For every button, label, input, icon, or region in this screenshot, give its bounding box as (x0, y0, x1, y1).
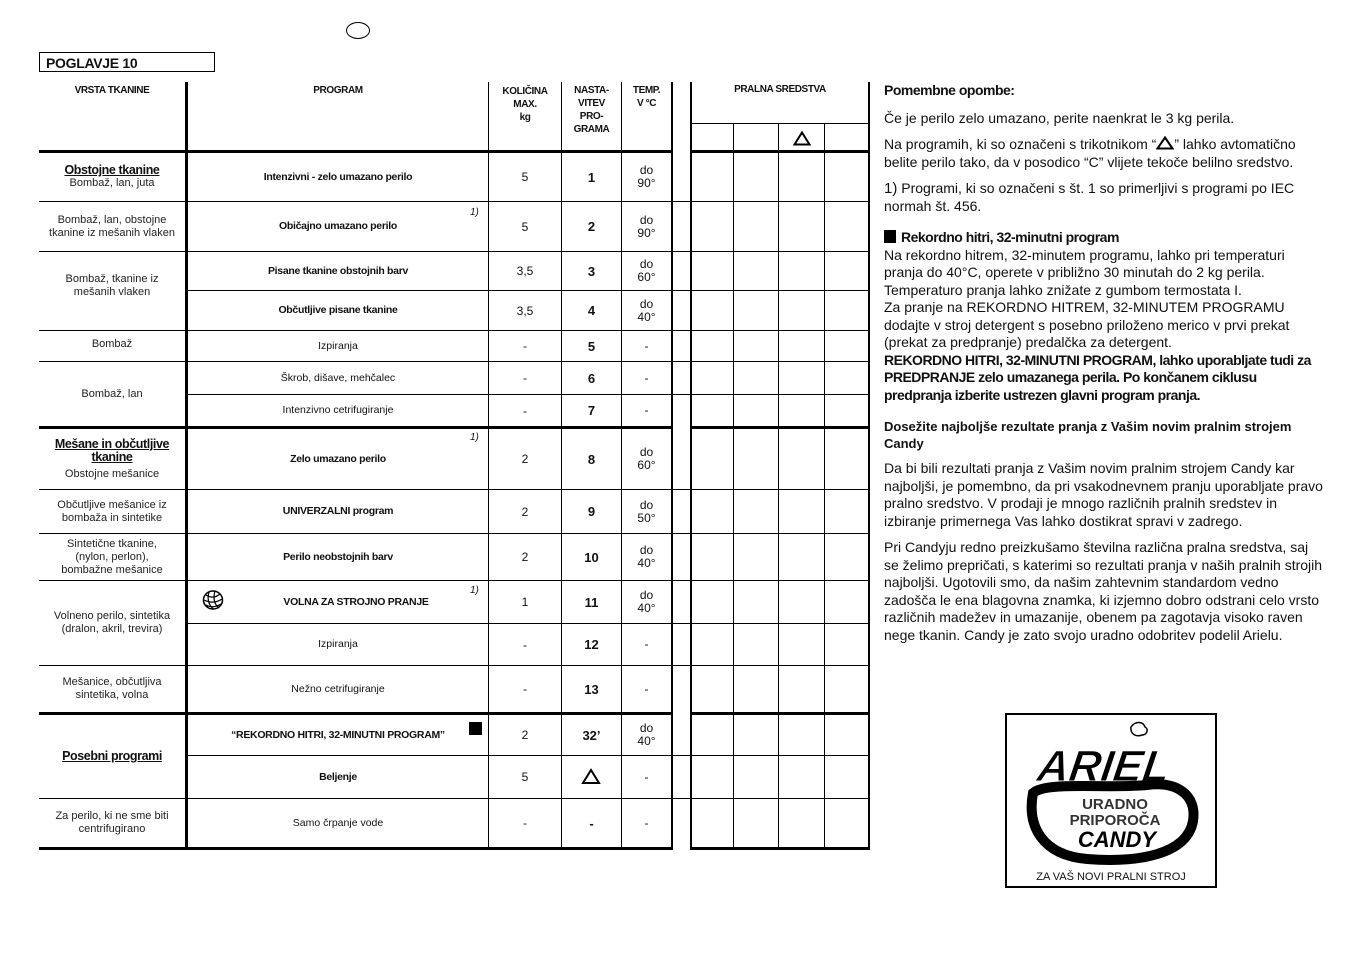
program-name: Nežno cetrifugiranje (291, 682, 385, 695)
fabric-group-mixed: Mešane in občutljive tkanine Obstojne mešanice (54, 436, 170, 480)
header-program: PROGRAM (313, 84, 363, 96)
max-load: 3,5 (516, 264, 534, 278)
notes-paragraph: 1) Programi, ki so označeni s št. 1 so primerljivi s programi po IEC normah št. 456. (884, 180, 1295, 214)
header-setting: NASTA- VITEV PRO- GRAMA (573, 85, 610, 135)
program-name: Občutljive pisane tkanine (278, 304, 398, 316)
program-name: Običajno umazano perilo (279, 220, 397, 232)
program-name: Intenzivni - zelo umazano perilo (263, 170, 413, 183)
max-load: 5 (521, 770, 529, 784)
program-number: 11 (584, 594, 599, 610)
temperature: do 90° (637, 212, 656, 240)
program-number: 10 (584, 549, 599, 565)
fabric-label: Za perilo, ki ne sme biti centrifugirano (55, 810, 169, 835)
max-load: 5 (521, 170, 529, 184)
notes-paragraph: Da bi bili rezultati pranja z Vašim novim pralnim strojem Candy kar najboljši, je pomembno, da pri vsakodnevnem pranju uporabljate pravo pralno sredstvo. V prodaji je mnogo različnih pralnih sredstev in izbiranje primernega Vas lahko dostikrat spravi v zadrego. (884, 460, 1323, 529)
fabric-label: Bombaž, tkanine iz mešanih vlaken (65, 273, 159, 298)
temperature: - (644, 338, 649, 353)
temperature: do 40° (637, 721, 656, 748)
temperature: do 60° (637, 445, 656, 472)
temperature: do 50° (637, 497, 656, 525)
program-number: 5 (587, 338, 596, 354)
program-name: Zelo umazano perilo (290, 452, 386, 465)
notes-paragraph: Pri Candyju redno preizkušamo številna različna pralna sredstva, saj se želimo prepričati, s katerimi so rezultati pranja v naših pralnih strojih najboljši. Ugotovili smo, da našim zahtevnim standardom vedno zadošča le ena blagovna znamka, ki izjemno dobro odstrani celo vrsto različnih madežev in umazanije, obenem pa zagotavja visoko raven nege tkanin. Candy je zato svojo uradno odobritev podelil Arielu. (884, 539, 1323, 643)
program-number: 8 (587, 451, 596, 467)
max-load: - (523, 371, 527, 385)
temperature: - (644, 681, 649, 696)
program-name: Izpiranja (318, 339, 358, 352)
fabric-label: Sintetične tkanine, (nylon, perlon), bombažne mešanice (61, 537, 163, 576)
program-name: Perilo neobstojnih barv (283, 550, 393, 563)
square-icon (884, 230, 896, 243)
temperature: - (644, 637, 649, 651)
max-load: 2 (521, 452, 529, 466)
notes-panel (884, 82, 1324, 653)
header-temp: TEMP. V °C (632, 85, 661, 109)
triangle-icon (581, 768, 601, 790)
fabric-label: Občutljive mešanice iz bombaža in sintetike (57, 498, 167, 524)
program-number: 3 (587, 263, 596, 279)
program-name: “REKORDNO HITRI, 32-MINUTNI PROGRAM” (231, 728, 445, 741)
temperature: do 40° (637, 543, 656, 570)
program-name: Samo črpanje vode (292, 816, 384, 829)
program-name: Pisane tkanine obstojnih barv (267, 264, 409, 277)
max-load: - (523, 637, 527, 652)
ariel-endorsement-logo (1005, 713, 1217, 888)
notes-paragraph: Če je perilo zelo umazano, perite naenkrat le 3 kg perila. (884, 109, 1235, 126)
fabric-group-special: Posebni programi (62, 749, 162, 763)
rekord-title: Rekordno hitri, 32-minutni program (884, 229, 1324, 247)
svg-text:ARIEL: ARIEL (1034, 742, 1174, 791)
temperature: do 40° (637, 296, 656, 324)
triangle-icon (779, 127, 824, 149)
chapter-title: POGLAVJE 10 (39, 52, 215, 72)
temperature: do 40° (637, 588, 656, 615)
max-load: 2 (521, 550, 529, 564)
fabric-label: Mešanice, občutljiva sintetika, volna (62, 676, 162, 701)
footnote-mark: 1) (470, 432, 479, 443)
program-number: 6 (587, 370, 596, 386)
program-number: 32’ (582, 727, 601, 743)
program-name: Beljenje (319, 770, 357, 783)
wool-icon (201, 589, 225, 616)
temperature: - (644, 815, 649, 830)
program-name: Škrob, dišave, mehčalec (280, 371, 396, 384)
temperature: - (644, 769, 649, 784)
program-number: 12 (584, 637, 599, 652)
fabric-label: Bombaž, lan, obstojne tkanine iz mešanih vlaken (49, 213, 175, 239)
program-number: 2 (587, 219, 596, 234)
notes-paragraph-bold: REKORDNO HITRI, 32-MINUTNI PROGRAM, lahko uporabljate tudi za PREDPRANJE zelo umazanega perila. Po končanem ciklusu predpranja izberite ustrezen glavni program pranja. (884, 351, 1311, 403)
max-load: - (523, 403, 527, 418)
footnote-mark: 1) (470, 585, 479, 596)
triangle-icon (1156, 136, 1174, 150)
ariel-logo-graphic (1007, 715, 1215, 865)
header-detergents: PRALNA SREDSTVA (734, 83, 826, 95)
temperature: do 60° (637, 257, 656, 284)
program-number: 1 (587, 169, 596, 185)
logo-caption: ZA VAŠ NOVI PRALNI STROJ (1036, 871, 1186, 883)
program-number: 4 (587, 303, 596, 318)
temperature: - (644, 403, 649, 417)
max-load: 2 (521, 728, 529, 742)
max-load: 3,5 (516, 303, 534, 318)
square-icon (469, 722, 482, 735)
notes-title: Pomembne opombe: (884, 82, 1015, 98)
program-name: UNIVERZALNI program (282, 505, 394, 517)
max-load: - (523, 339, 527, 353)
fabric-label: Bombaž (91, 337, 133, 350)
header-fabric: VRSTA TKANINE (74, 84, 150, 96)
header-quantity: KOLIČINA MAX. kg (502, 85, 548, 123)
program-number: 7 (587, 403, 596, 418)
program-number: 13 (584, 681, 599, 697)
program-name: Izpiranja (318, 638, 358, 650)
temperature: do 90° (637, 163, 656, 190)
temperature: - (644, 370, 649, 385)
language-oval (346, 22, 370, 39)
max-load: - (523, 682, 527, 696)
fabric-label: Volneno perilo, sintetika (dralon, akril, trevira) (53, 610, 171, 635)
program-number: 9 (587, 504, 596, 519)
footnote-mark: 1) (470, 207, 479, 218)
max-load: 2 (521, 504, 529, 519)
svg-text:CANDY: CANDY (1077, 827, 1157, 852)
svg-text:PRIPOROČA: PRIPOROČA (1069, 812, 1161, 829)
max-load: 1 (521, 595, 529, 609)
fabric-label: Bombaž, lan (81, 387, 143, 400)
max-load: 5 (521, 219, 529, 234)
notes-paragraph: Na rekordno hitrem, 32-minutem programu, lahko pri temperaturi pranja do 40°C, operete v približno 30 minutah do 2 kg perila. Temperaturo pranja lahko znižate z gumbom termostata I. (884, 246, 1285, 298)
program-name: VOLNA ZA STROJNO PRANJE (283, 595, 429, 608)
program-number: - (589, 815, 594, 831)
notes-paragraph: Na programih, ki so označeni s trikotnikom “ ” lahko avtomatično belite perilo tako, da v posodico “C” vlijete tekoče belilno sredstvo. (884, 136, 1296, 170)
svg-text:URADNO: URADNO (1082, 796, 1148, 813)
notes-paragraph: Za pranje na REKORDNO HITREM, 32-MINUTEM PROGRAMU dodajte v stroj detergent s posebno priloženo merico v prvi prekat (prekat za predpranje) predalčka za detergent. (884, 299, 1290, 350)
fabric-group-durable: Obstojne tkanine Bombaž, lan, juta (64, 163, 160, 189)
best-results-title: Dosežite najboljše rezultate pranja z Vašim novim pralnim strojem Candy (884, 419, 1292, 451)
max-load: - (523, 816, 527, 830)
program-name: Intenzivno cetrifugiranje (282, 404, 394, 416)
